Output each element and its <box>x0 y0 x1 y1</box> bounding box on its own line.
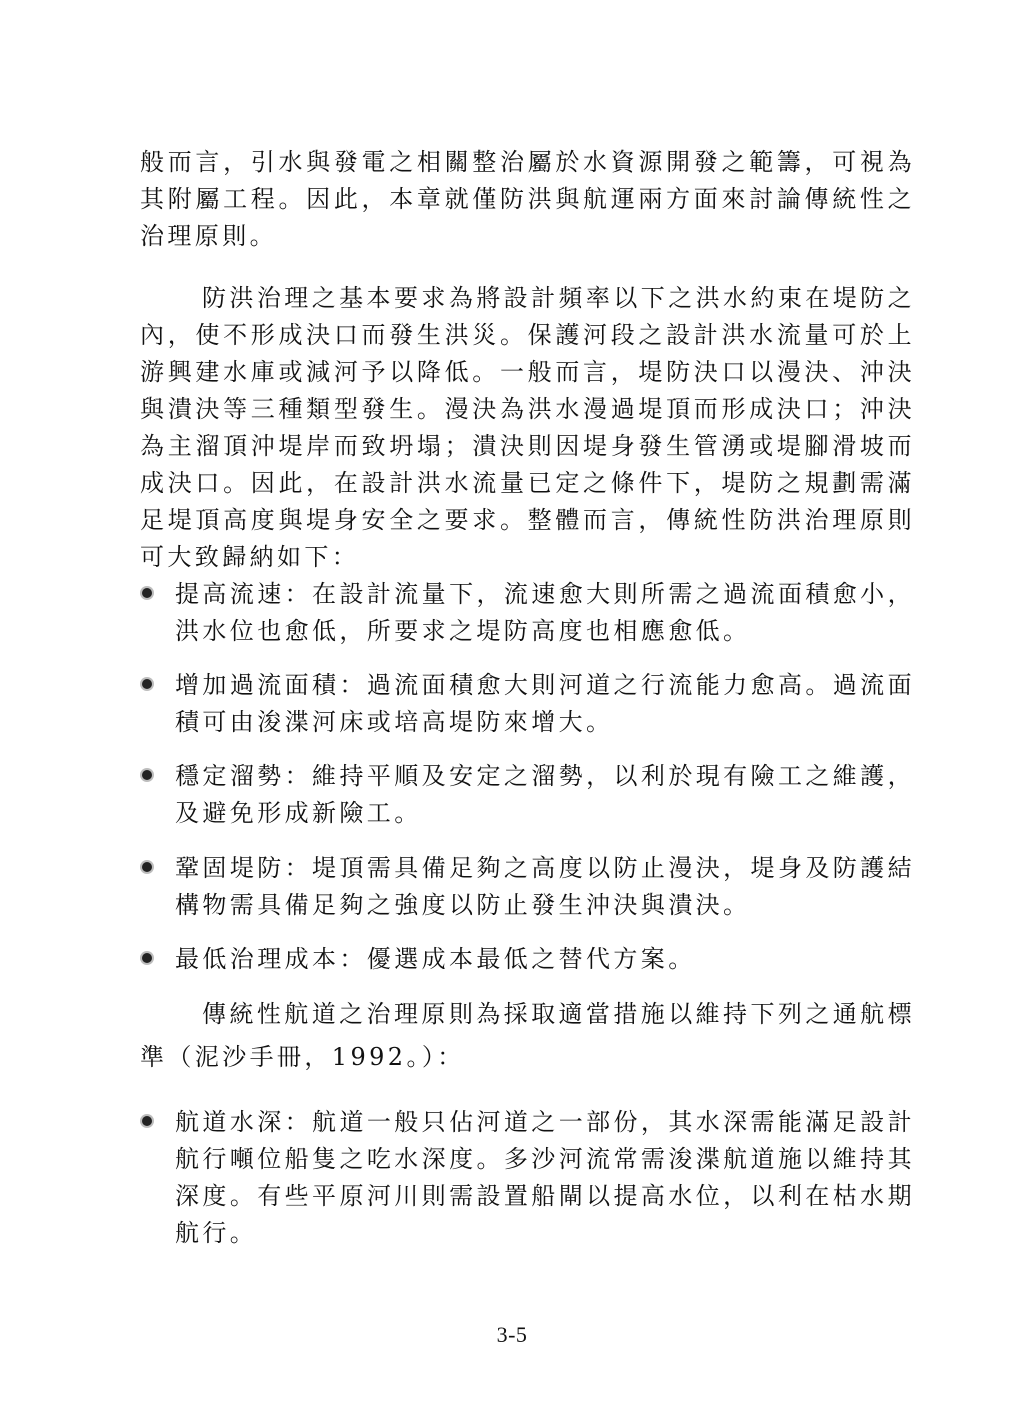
list-item-text: 鞏固堤防：堤頂需具備足夠之高度以防止漫決，堤身及防護結構物需具備足夠之強度以防止發生沖決與潰決。 <box>175 854 915 919</box>
list-item-text: 提高流速：在設計流量下，流速愈大則所需之過流面積愈小，洪水位也愈低，所要求之堤防高度也相應愈低。 <box>175 580 915 645</box>
list-item <box>140 576 915 650</box>
paragraph-text: 般而言，引水與發電之相關整治屬於水資源開發之範籌，可視為其附屬工程。因此，本章就僅防洪與航運兩方面來討論傳統性之治理原則。 <box>140 148 915 250</box>
list-item <box>140 941 915 978</box>
list-item-text: 穩定溜勢：維持平順及安定之溜勢，以利於現有險工之維護，及避免形成新險工。 <box>175 762 915 827</box>
list-item-text: 增加過流面積：過流面積愈大則河道之行流能力愈高。過流面積可由浚渫河床或培高堤防來增大。 <box>175 671 915 736</box>
paragraph-text: 防洪治理之基本要求為將設計頻率以下之洪水約束在堤防之內，使不形成決口而發生洪災。保護河段之設計洪水流量可於上游興建水庫或減河予以降低。一般而言，堤防決口以漫決、沖決與潰決等三種類型發生。漫決為洪水漫過堤頂而形成決口；沖決為主溜頂沖堤岸而致坍塌；潰決則因堤身發生管湧或堤腳滑坡而成決口。因此，在設計洪水流量已定之條件下，堤防之規劃需滿足堤頂高度與堤身安全之要求。整體而言，傳統性防洪治理原則可大致歸納如下： <box>140 284 915 571</box>
bullet-icon <box>142 679 152 689</box>
bullet-icon <box>142 588 152 598</box>
list-item <box>140 667 915 741</box>
bullet-icon <box>142 953 152 963</box>
bullet-icon <box>142 862 152 872</box>
list-item <box>140 758 915 832</box>
page-number: 3-5 <box>496 1322 528 1347</box>
intro-paragraph <box>140 144 915 255</box>
bullet-icon <box>142 770 152 780</box>
flood-control-paragraph <box>140 280 915 576</box>
list-item-text: 航道水深：航道一般只佔河道之一部份，其水深需能滿足設計航行噸位船隻之吃水深度。多沙河流常需浚渫航道施以維持其深度。有些平原河川則需設置船閘以提高水位，以利在枯水期航行。 <box>175 1108 915 1247</box>
list-item <box>140 1104 915 1252</box>
list-item <box>140 850 915 924</box>
list-item-text: 最低治理成本：優選成本最低之替代方案。 <box>175 945 696 973</box>
navigation-paragraph <box>140 993 915 1079</box>
bullet-icon <box>142 1116 152 1126</box>
paragraph-text: 傳統性航道之治理原則為採取適當措施以維持下列之通航標準（泥沙手冊，1992。）： <box>140 1000 915 1071</box>
